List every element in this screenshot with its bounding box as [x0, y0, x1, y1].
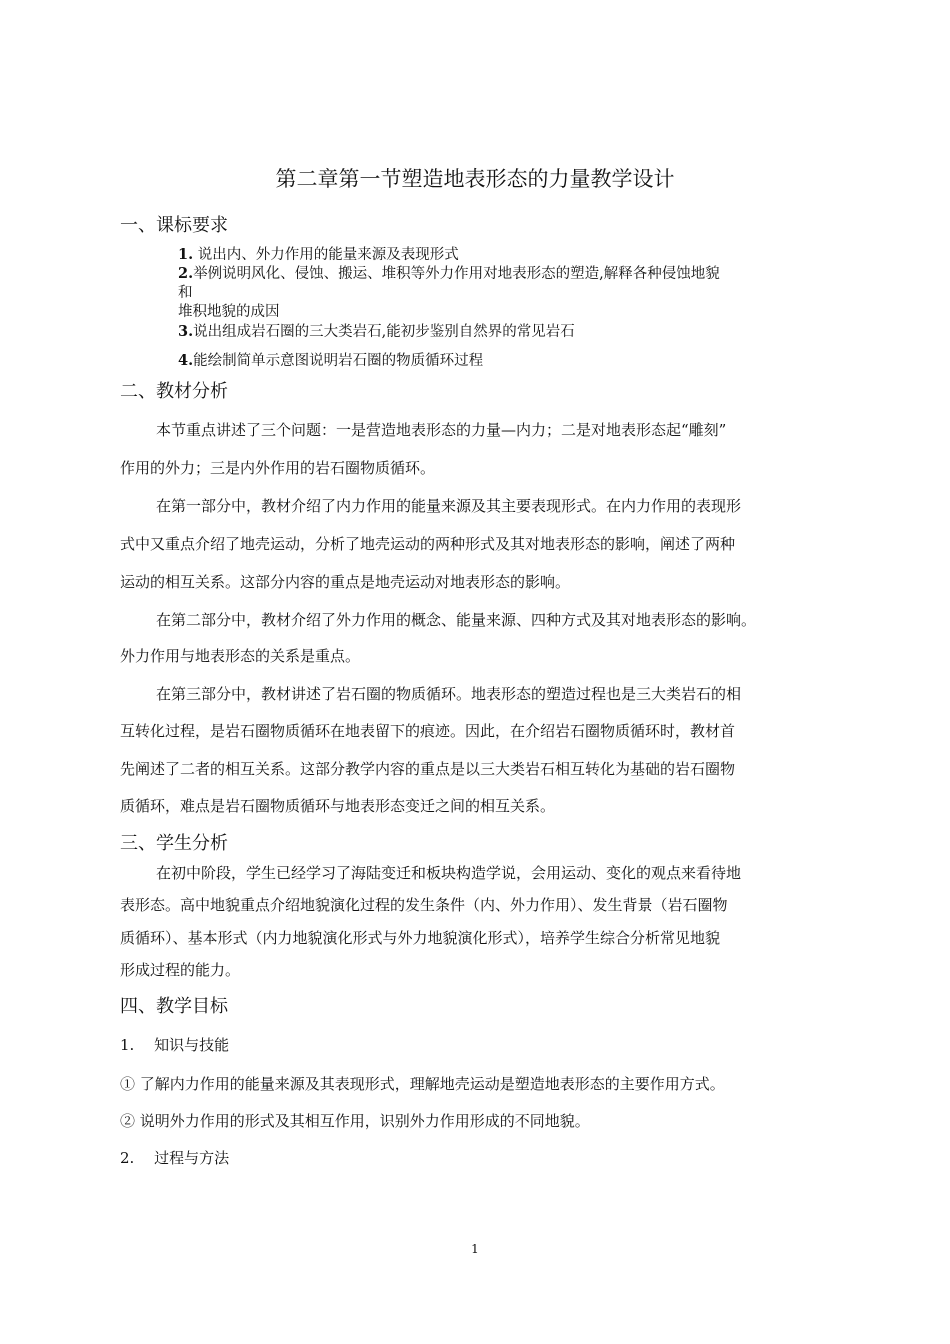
section-heading-curriculum: 一、课标要求 [120, 215, 228, 236]
paragraph-line: 先阐述了二者的相互关系。这部分教学内容的重点是以三大类岩石相互转化为基础的岩石圈物 [120, 760, 736, 778]
section-heading-textbook-analysis: 二、教材分析 [120, 381, 228, 402]
paragraph-line: 质循环，难点是岩石圈物质循环与地表形态变迁之间的相互关系。 [120, 797, 556, 815]
objective-item: ② 说明外力作用的形式及其相互作用，识别外力作用形成的不同地貌。 [120, 1112, 590, 1130]
requirement-number: 3. [178, 323, 194, 340]
paragraph-line: 互转化过程，是岩石圈物质循环在地表留下的痕迹。因此，在介绍岩石圈物质循环时，教材首 [120, 722, 736, 740]
objective-subheading: 1. 知识与技能 [120, 1036, 230, 1054]
paragraph-line: 运动的相互关系。这部分内容的重点是地壳运动对地表形态的影响。 [120, 573, 571, 591]
paragraph-line: 式中又重点介绍了地壳运动，分析了地壳运动的两种形式及其对地表形态的影响，阐述了两种 [120, 535, 736, 553]
requirement-number: 1. [178, 246, 194, 263]
paragraph-line: 质循环）、基本形式（内力地貌演化形式与外力地貌演化形式），培养学生综合分析常见地貌 [120, 929, 721, 947]
requirement-item-2-wrap-b: 堆积地貌的成因 [178, 304, 280, 320]
paragraph-line: 在第二部分中，教材介绍了外力作用的概念、能量来源、四种方式及其对地表形态的影响。 [156, 611, 757, 629]
requirement-text: 说出内、外力作用的能量来源及表现形式 [193, 247, 459, 263]
requirement-item-1 [178, 246, 459, 264]
paragraph-line: 在初中阶段，学生已经学习了海陆变迁和板块构造学说，会用运动、变化的观点来看待地 [156, 864, 742, 882]
paragraph-line: 形成过程的能力。 [120, 961, 241, 979]
requirement-number: 2. [178, 265, 194, 282]
objective-subheading: 2. 过程与方法 [120, 1149, 230, 1167]
requirement-item-3 [178, 323, 575, 341]
requirement-item-2-wrap-a: 和 [178, 285, 193, 301]
objective-item: ① 了解内力作用的能量来源及其表现形式，理解地壳运动是塑造地表形态的主要作用方式。 [120, 1075, 725, 1093]
requirement-item-2 [178, 265, 720, 283]
section-heading-teaching-objectives: 四、教学目标 [120, 996, 228, 1017]
requirement-text: 能绘制简单示意图说明岩石圈的物质循环过程 [193, 353, 484, 369]
document-title: 第二章第一节塑造地表形态的力量教学设计 [275, 167, 675, 191]
requirement-text: 举例说明风化、侵蚀、搬运、堆积等外力作用对地表形态的塑造,解释各种侵蚀地貌 [193, 266, 720, 282]
requirement-text: 说出组成岩石圈的三大类岩石,能初步鉴别自然界的常见岩石 [193, 324, 575, 340]
paragraph-line: 在第一部分中，教材介绍了内力作用的能量来源及其主要表现形式。在内力作用的表现形 [156, 497, 742, 515]
paragraph-line: 外力作用与地表形态的关系是重点。 [120, 647, 361, 665]
page-number: 1 [471, 1242, 479, 1256]
paragraph-line: 作用的外力；三是内外作用的岩石圈物质循环。 [120, 459, 436, 477]
paragraph-line: 在第三部分中，教材讲述了岩石圈的物质循环。地表形态的塑造过程也是三大类岩石的相 [156, 685, 742, 703]
section-heading-student-analysis: 三、学生分析 [120, 833, 228, 854]
requirement-number: 4. [178, 352, 194, 369]
paragraph-line: 本节重点讲述了三个问题：一是营造地表形态的力量—内力；二是对地表形态起“雕刻” [156, 421, 727, 439]
paragraph-line: 表形态。高中地貌重点介绍地貌演化过程的发生条件（内、外力作用）、发生背景（岩石圈物 [120, 896, 728, 914]
requirement-item-4 [178, 352, 483, 370]
